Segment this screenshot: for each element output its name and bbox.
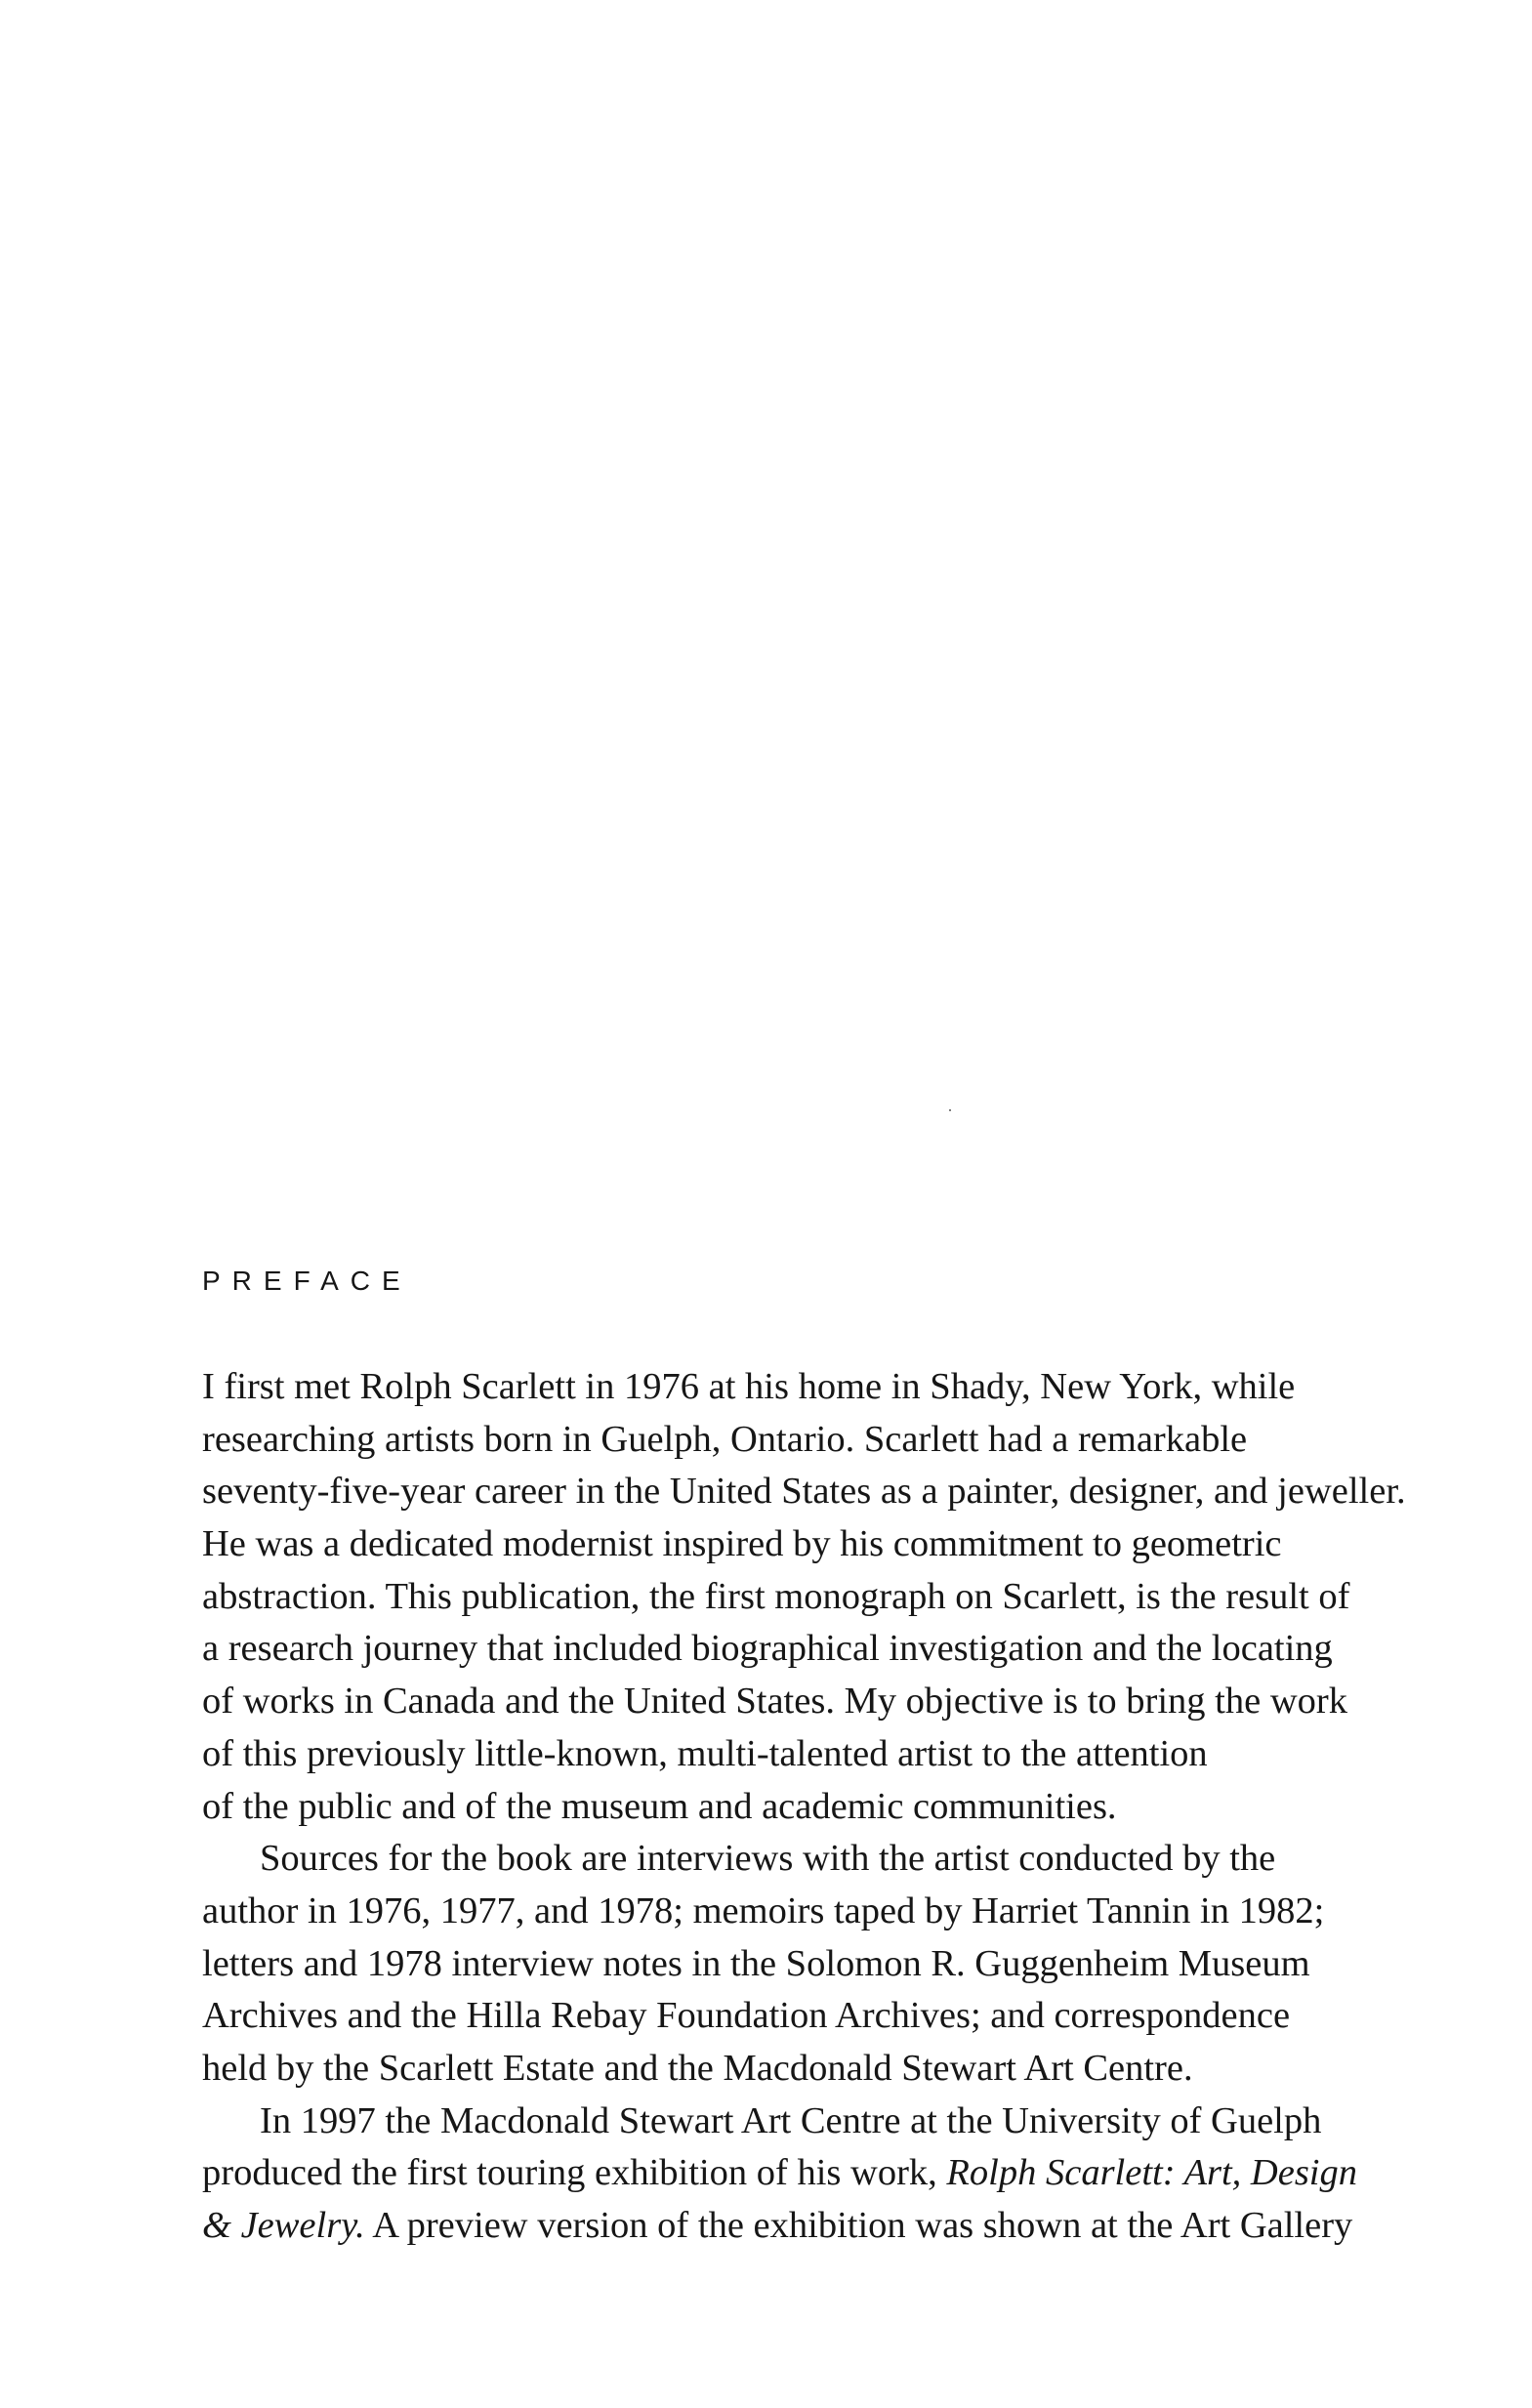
text-line: author in 1976, 1977, and 1978; memoirs taped by Harriet Tannin in 1982;: [202, 1889, 1325, 1931]
text-line: of works in Canada and the United States. My objective is to bring the work: [202, 1681, 1347, 1723]
print-speck: [949, 1109, 951, 1111]
text-line: Sources for the book are interviews with the artist conducted by the: [260, 1838, 1276, 1880]
text-line: I first met Rolph Scarlett in 1976 at his home in Shady, New York, while: [202, 1366, 1296, 1407]
section-heading: PREFACE: [202, 1266, 412, 1296]
text-line: He was a dedicated modernist inspired by his commitment to geometric: [202, 1523, 1282, 1565]
text-line: of this previously little-known, multi-talented artist to the attention: [202, 1732, 1208, 1774]
text-line: researching artists born in Guelph, Ontario. Scarlett had a remarkable: [202, 1418, 1248, 1460]
exhibition-title: Rolph Scarlett: Art, Design: [946, 2152, 1357, 2194]
text-line: of the public and of the museum and academic communities.: [202, 1785, 1117, 1827]
text-line: abstraction. This publication, the first monograph on Scarlett, is the result of: [202, 1575, 1350, 1617]
text-line: Archives and the Hilla Rebay Foundation Archives; and correspondence: [202, 1995, 1291, 2037]
text-line: held by the Scarlett Estate and the Macdonald Stewart Art Centre.: [202, 2047, 1193, 2089]
text-line: In 1997 the Macdonald Stewart Art Centre at the University of Guelph: [260, 2099, 1322, 2141]
text-line: letters and 1978 interview notes in the Solomon R. Guggenheim Museum: [202, 1942, 1310, 1984]
text-line: seventy-five-year career in the United States as a painter, designer, and jeweller.: [202, 1471, 1406, 1513]
text-line: & Jewelry. A preview version of the exhibition was shown at the Art Gallery: [202, 2205, 1353, 2246]
text-line: produced the first touring exhibition of his work, Rolph Scarlett: Art, Design: [202, 2152, 1357, 2194]
preface-body: [202, 1361, 1491, 2253]
text-line: a research journey that included biographical investigation and the locating: [202, 1628, 1333, 1670]
exhibition-title: & Jewelry.: [202, 2205, 365, 2246]
